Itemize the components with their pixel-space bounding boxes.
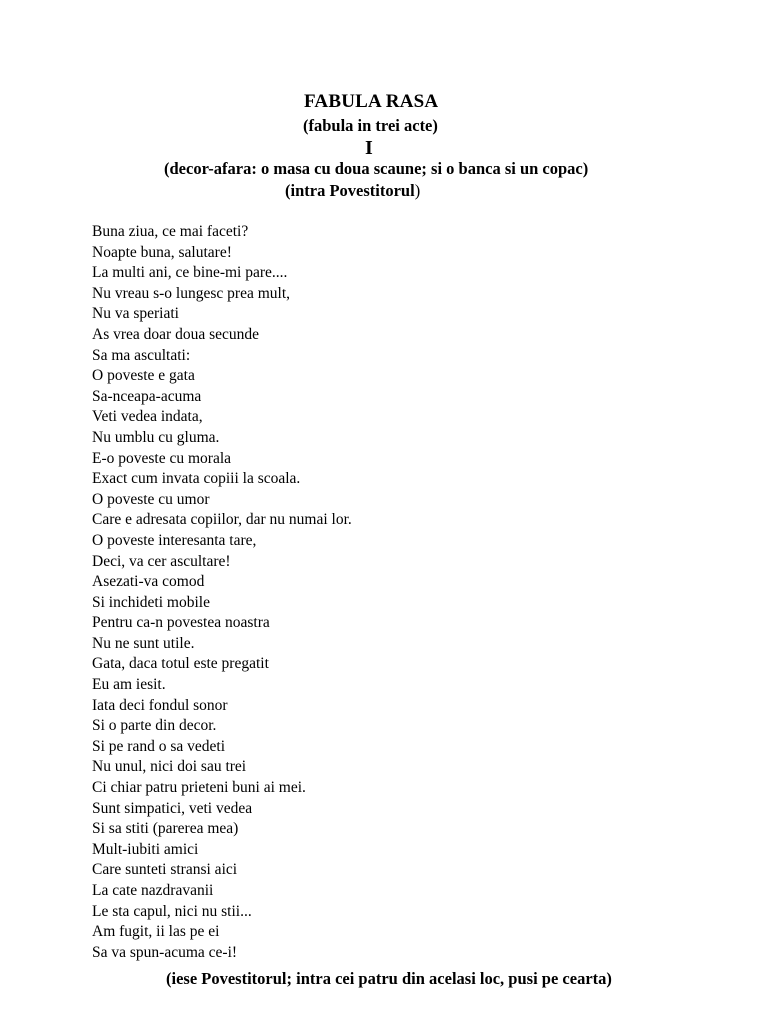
verse-line: Noapte buna, salutare! xyxy=(92,243,232,261)
verse-line: Sa-nceapa-acuma xyxy=(92,387,202,405)
verse-line: Nu unul, nici doi sau trei xyxy=(92,758,247,776)
verse-line: Buna ziua, ce mai faceti? xyxy=(92,223,249,240)
verse-line: Asezati-va comod xyxy=(92,573,205,591)
play-title: FABULA RASA xyxy=(304,91,439,112)
verse-line: O poveste cu umor xyxy=(92,490,210,508)
verse-line: Sunt simpatici, veti vedea xyxy=(92,799,253,817)
verse-line: Ci chiar patru prieteni buni ai mei. xyxy=(92,779,306,797)
stage-direction-entrance-text: (intra Povestitorul xyxy=(285,181,415,200)
stage-direction-exit: (iese Povestitorul; intra cei patru din acelasi loc, pusi pe cearta) xyxy=(166,969,612,988)
stage-direction-entrance-close: ) xyxy=(414,181,421,200)
verse-line: Le sta capul, nici nu stii... xyxy=(92,902,252,920)
verse-line: Si o parte din decor. xyxy=(92,717,217,735)
verse-line: Nu va speriati xyxy=(92,305,179,323)
verse-line: Exact cum invata copiii la scoala. xyxy=(92,470,301,488)
verse-line: Pentru ca-n povestea noastra xyxy=(92,614,270,632)
verse-line: As vrea doar doua secunde xyxy=(92,325,259,343)
verse-line: Sa ma ascultati: xyxy=(92,346,191,364)
verse-line: Nu ne sunt utile. xyxy=(92,634,195,652)
verse-line: O poveste e gata xyxy=(92,367,195,385)
stage-direction-decor: (decor-afara: o masa cu doua scaune; si o banca si un copac) xyxy=(164,159,589,178)
verse-line: E-o poveste cu morala xyxy=(92,449,232,467)
verse-line: Sa va spun-acuma ce-i! xyxy=(92,943,238,961)
verse-list xyxy=(92,222,352,963)
play-subtitle: (fabula in trei acte) xyxy=(303,116,438,135)
verse-line: Eu am iesit. xyxy=(92,676,166,694)
verse-line: Care e adresata copiilor, dar nu numai lor. xyxy=(92,511,352,529)
verse-line: Si sa stiti (parerea mea) xyxy=(92,820,239,838)
verse-line: Si inchideti mobile xyxy=(92,593,210,611)
act-number: I xyxy=(365,137,373,159)
verse-line: Nu vreau s-o lungesc prea mult, xyxy=(92,284,290,302)
verse-line: Nu umblu cu gluma. xyxy=(92,428,220,446)
verse-line: La cate nazdravanii xyxy=(92,882,214,899)
verse-line: Si pe rand o sa vedeti xyxy=(92,737,226,755)
verse-line: Mult-iubiti amici xyxy=(92,840,199,858)
verse-line: Deci, va cer ascultare! xyxy=(92,552,231,570)
verse-line: Gata, daca totul este pregatit xyxy=(92,655,269,673)
verse-line: La multi ani, ce bine-mi pare.... xyxy=(92,264,288,282)
verse-line: Am fugit, ii las pe ei xyxy=(92,923,220,941)
verse-line: Iata deci fondul sonor xyxy=(92,696,228,714)
verse-line: O poveste interesanta tare, xyxy=(92,531,257,549)
verse-line: Care sunteti stransi aici xyxy=(92,861,238,879)
verse-line: Veti vedea indata, xyxy=(92,408,203,426)
stage-direction-entrance xyxy=(0,181,768,201)
